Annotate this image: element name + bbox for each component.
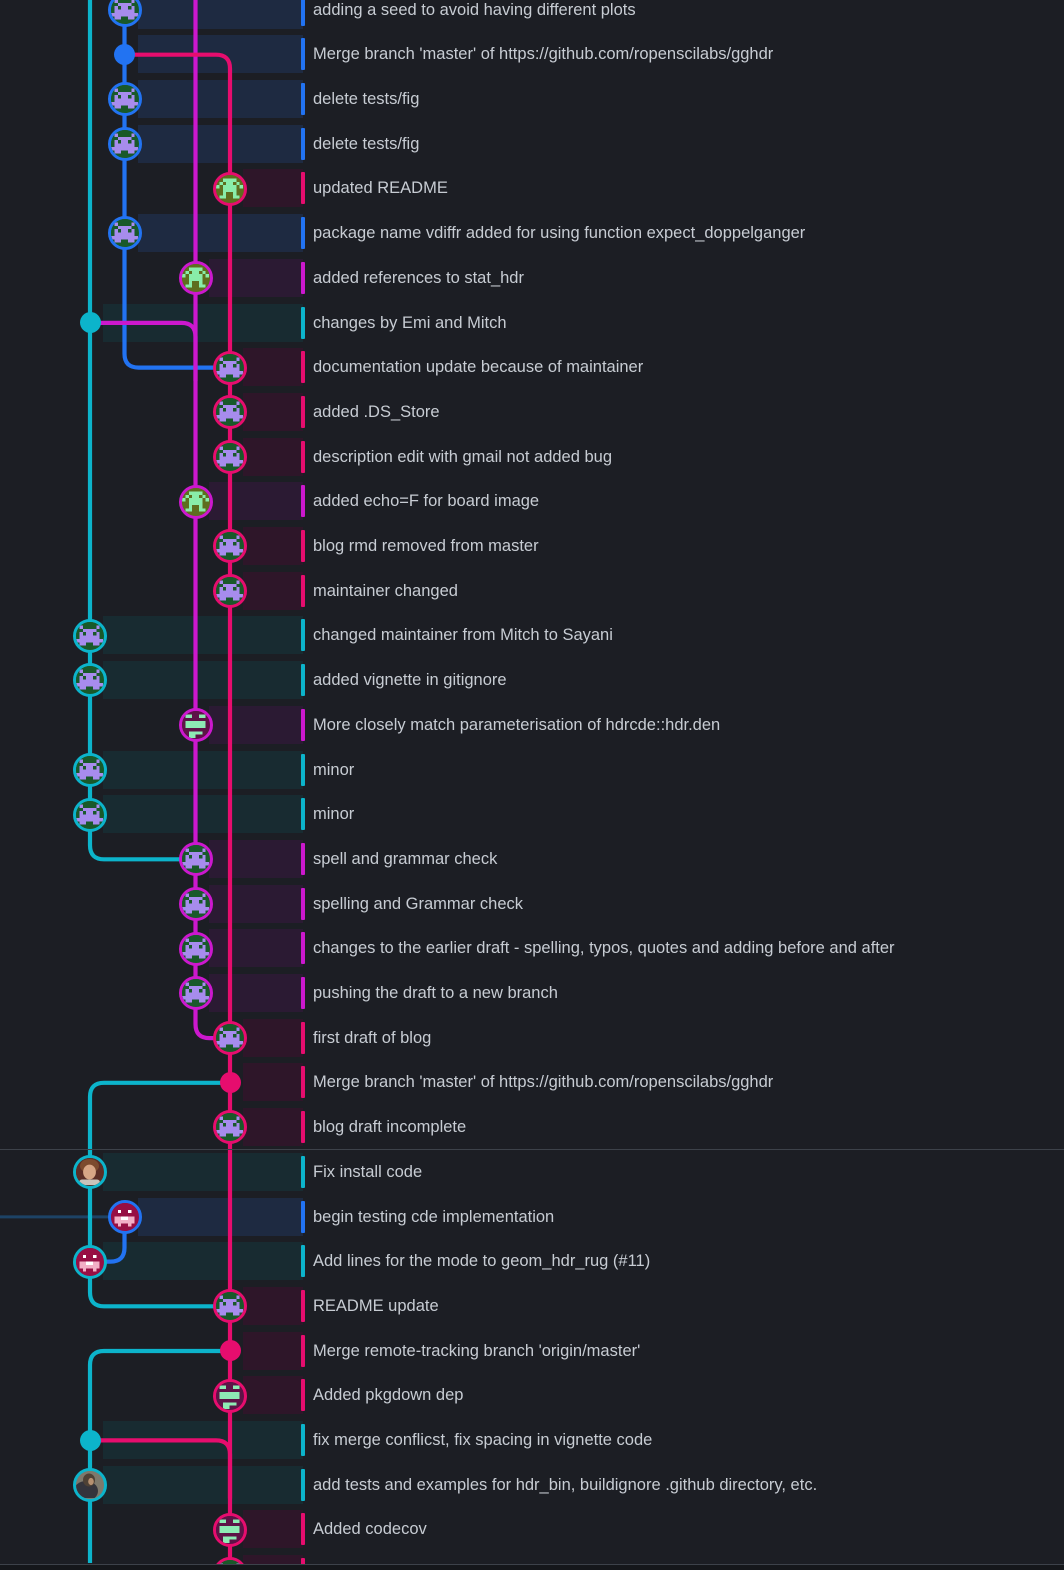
commit-message-bar <box>301 38 305 70</box>
commit-message-bar <box>301 1156 305 1188</box>
commit-message-bar <box>301 307 305 339</box>
commit-avatar-alien[interactable] <box>213 172 247 206</box>
commit-avatar-redface[interactable] <box>108 1200 142 1234</box>
commit-message[interactable]: added vignette in gitignore <box>313 671 507 690</box>
commit-message-bar <box>301 1201 305 1233</box>
commit-message[interactable]: adding a seed to avoid having different plots <box>313 0 636 19</box>
commit-message-bar <box>301 1379 305 1411</box>
commit-message[interactable]: updated README <box>313 179 448 198</box>
commit-message[interactable]: delete tests/fig <box>313 134 420 153</box>
commit-message[interactable]: first draft of blog <box>313 1028 432 1047</box>
commit-message[interactable]: minor <box>313 760 355 779</box>
commit-message-bar <box>301 709 305 741</box>
commit-message[interactable]: package name vdiffr added for using function expect_doppelganger <box>313 224 806 243</box>
commit-message-bar <box>301 172 305 204</box>
commit-message[interactable]: documentation update because of maintainer <box>313 358 644 377</box>
commit-avatar-redface[interactable] <box>73 1245 107 1279</box>
commit-message[interactable]: README update <box>313 1296 439 1315</box>
commit-message-bar <box>301 262 305 294</box>
commit-message[interactable]: changes to the earlier draft - spelling, typos, quotes and adding before and after <box>313 939 895 958</box>
commit-avatar-alien[interactable] <box>179 485 213 519</box>
commit-message-bar <box>301 0 305 26</box>
commit-message[interactable]: Add lines for the mode to geom_hdr_rug (#11) <box>313 1252 651 1271</box>
commit-message-bar <box>301 530 305 562</box>
commit-avatar-bear[interactable] <box>73 619 107 653</box>
merge-commit-dot[interactable] <box>220 1072 241 1093</box>
commit-message[interactable]: blog draft incomplete <box>313 1118 467 1137</box>
commit-avatar-bear[interactable] <box>179 932 213 966</box>
commit-avatar-bear[interactable] <box>179 842 213 876</box>
commit-message[interactable]: blog rmd removed from master <box>313 537 539 556</box>
branch-line-magenta <box>196 0 231 1038</box>
commit-message-bar <box>301 128 305 160</box>
commit-message[interactable]: Added codecov <box>313 1520 427 1539</box>
commit-message[interactable]: Merge branch 'master' of https://github.com/ropenscilabs/gghdr <box>313 1073 774 1092</box>
commit-message-bar <box>301 1290 305 1322</box>
commit-avatar-bear[interactable] <box>213 1021 247 1055</box>
commit-avatar-bear[interactable] <box>108 216 142 250</box>
commit-message-bar <box>301 1335 305 1367</box>
merge-commit-dot[interactable] <box>220 1340 241 1361</box>
commit-avatar-robot[interactable] <box>179 708 213 742</box>
branch-line-teal <box>90 1351 230 1563</box>
commit-message-bar <box>301 1111 305 1143</box>
commit-avatar-photo1[interactable] <box>73 1155 107 1189</box>
commit-message-bar <box>301 83 305 115</box>
commit-avatar-bear[interactable] <box>213 574 247 608</box>
commit-avatar-bear[interactable] <box>73 753 107 787</box>
commit-message-bar <box>301 351 305 383</box>
commit-avatar-bear[interactable] <box>213 440 247 474</box>
commit-message-bar <box>301 798 305 830</box>
commit-avatar-bear[interactable] <box>179 976 213 1010</box>
commit-message-bar <box>301 441 305 473</box>
commit-message-bar <box>301 1066 305 1098</box>
branch-line-teal <box>90 1083 230 1307</box>
commit-message[interactable]: changed maintainer from Mitch to Sayani <box>313 626 613 645</box>
commit-message-bar <box>301 485 305 517</box>
panel-bottom-edge <box>0 1565 1064 1570</box>
commit-avatar-bear[interactable] <box>213 351 247 385</box>
commit-message[interactable]: added .DS_Store <box>313 402 440 421</box>
commit-message[interactable]: More closely match parameterisation of hdrcde::hdr.den <box>313 715 721 734</box>
commit-message-bar <box>301 1469 305 1501</box>
commit-message-bar <box>301 575 305 607</box>
commit-message[interactable]: pushing the draft to a new branch <box>313 984 558 1003</box>
commit-message[interactable]: changes by Emi and Mitch <box>313 313 507 332</box>
commit-avatar-bear[interactable] <box>108 82 142 116</box>
merge-commit-dot[interactable] <box>80 312 101 333</box>
section-separator <box>0 1149 1064 1150</box>
commit-message-bar <box>301 1424 305 1456</box>
commit-message-bar <box>301 664 305 696</box>
commit-message[interactable]: added references to stat_hdr <box>313 268 524 287</box>
commit-message[interactable]: begin testing cde implementation <box>313 1207 555 1226</box>
commit-message[interactable]: delete tests/fig <box>313 90 420 109</box>
commit-avatar-alien[interactable] <box>179 261 213 295</box>
branch-line-pink <box>90 1440 230 1498</box>
commit-avatar-robot[interactable] <box>213 1513 247 1547</box>
commit-message-bar <box>301 888 305 920</box>
commit-message[interactable]: Fix install code <box>313 1162 423 1181</box>
commit-avatar-bear[interactable] <box>73 798 107 832</box>
commit-message-bar <box>301 1022 305 1054</box>
commit-message[interactable]: spelling and Grammar check <box>313 894 524 913</box>
commit-message[interactable]: Merge branch 'master' of https://github.com/ropenscilabs/gghdr <box>313 45 774 64</box>
commit-message-bar <box>301 977 305 1009</box>
commit-message[interactable]: Merge remote-tracking branch 'origin/master' <box>313 1341 641 1360</box>
commit-message-bar <box>301 396 305 428</box>
commit-message[interactable]: spell and grammar check <box>313 849 498 868</box>
commit-message-bar <box>301 1245 305 1277</box>
commit-message-bar <box>301 619 305 651</box>
commit-message-bar <box>301 1513 305 1545</box>
commit-message[interactable]: description edit with gmail not added bug <box>313 447 613 466</box>
commit-message[interactable]: fix merge conflicst, fix spacing in vignette code <box>313 1431 653 1450</box>
merge-commit-dot[interactable] <box>80 1430 101 1451</box>
commit-message[interactable]: added echo=F for board image <box>313 492 540 511</box>
branch-line-magenta <box>90 323 196 381</box>
commit-message[interactable]: Added pkgdown dep <box>313 1386 464 1405</box>
commit-message-bar <box>301 754 305 786</box>
commit-avatar-bear[interactable] <box>179 887 213 921</box>
commit-message-bar <box>301 932 305 964</box>
commit-avatar-photo2[interactable] <box>73 1468 107 1502</box>
branch-line-pink <box>125 55 231 1570</box>
commit-message-bar <box>301 843 305 875</box>
commit-message[interactable]: maintainer changed <box>313 581 458 600</box>
commit-message[interactable]: minor <box>313 805 355 824</box>
commit-avatar-robot[interactable] <box>213 1379 247 1413</box>
commit-message[interactable]: add tests and examples for hdr_bin, buildignore .github directory, etc. <box>313 1475 818 1494</box>
commit-avatar-bear[interactable] <box>108 127 142 161</box>
commit-message-bar <box>301 217 305 249</box>
